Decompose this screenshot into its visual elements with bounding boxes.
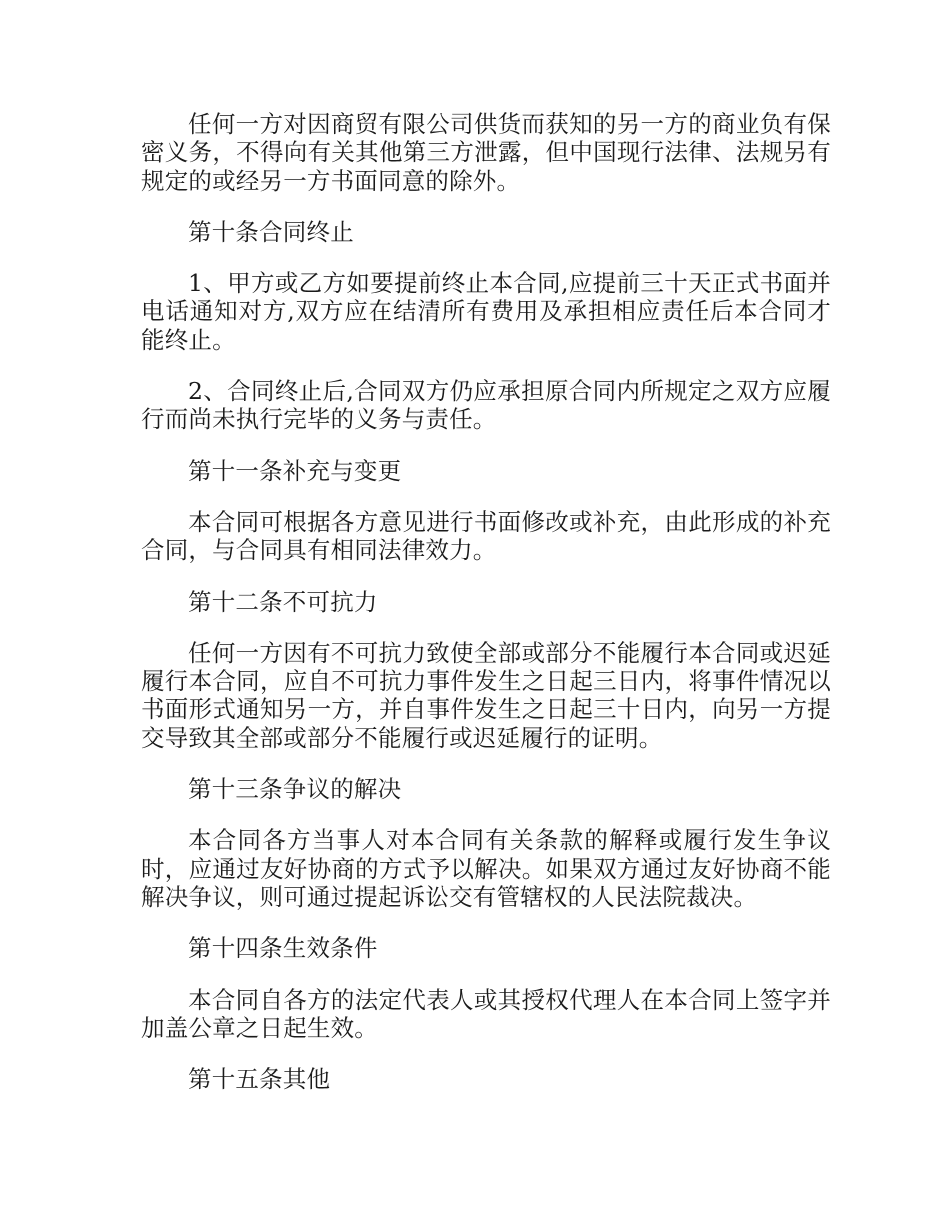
paragraph-confidentiality: 任何一方对因商贸有限公司供货而获知的另一方的商业负有保密义务，不得向有关其他第三方泄露，但中国现行法律、法规另有规定的或经另一方书面同意的除外。 xyxy=(141,110,831,195)
document-body xyxy=(141,110,831,1116)
paragraph-dispute-resolution: 本合同各方当事人对本合同有关条款的解释或履行发生争议时，应通过友好协商的方式予以解决。如果双方通过友好协商不能解决争议，则可通过提起诉讼交有管辖权的人民法院裁决。 xyxy=(141,826,831,911)
heading-article-13: 第十三条争议的解决 xyxy=(188,775,402,804)
heading-article-15: 第十五条其他 xyxy=(188,1065,331,1094)
heading-article-10: 第十条合同终止 xyxy=(188,217,354,246)
heading-article-12: 第十二条不可抗力 xyxy=(188,587,378,616)
paragraph-termination-notice: 1、甲方或乙方如要提前终止本合同,应提前三十天正式书面并电话通知对方,双方应在结清所有费用及承担相应责任后本合同才能终止。 xyxy=(141,269,831,354)
paragraph-force-majeure: 任何一方因有不可抗力致使全部或部分不能履行本合同或迟延履行本合同，应自不可抗力事件发生之日起三日内，将事件情况以书面形式通知另一方，并自事件发生之日起三十日内，向另一方提交导致其全部或部分不能履行或迟延履行的证明。 xyxy=(141,638,831,752)
heading-article-11: 第十一条补充与变更 xyxy=(188,456,402,485)
heading-article-14: 第十四条生效条件 xyxy=(188,934,378,963)
paragraph-effectiveness: 本合同自各方的法定代表人或其授权代理人在本合同上签字并加盖公章之日起生效。 xyxy=(141,985,831,1042)
paragraph-amendment: 本合同可根据各方意见进行书面修改或补充，由此形成的补充合同，与合同具有相同法律效力。 xyxy=(141,507,831,565)
paragraph-post-termination: 2、合同终止后,合同双方仍应承担原合同内所规定之双方应履行而尚未执行完毕的义务与责任。 xyxy=(141,377,831,434)
